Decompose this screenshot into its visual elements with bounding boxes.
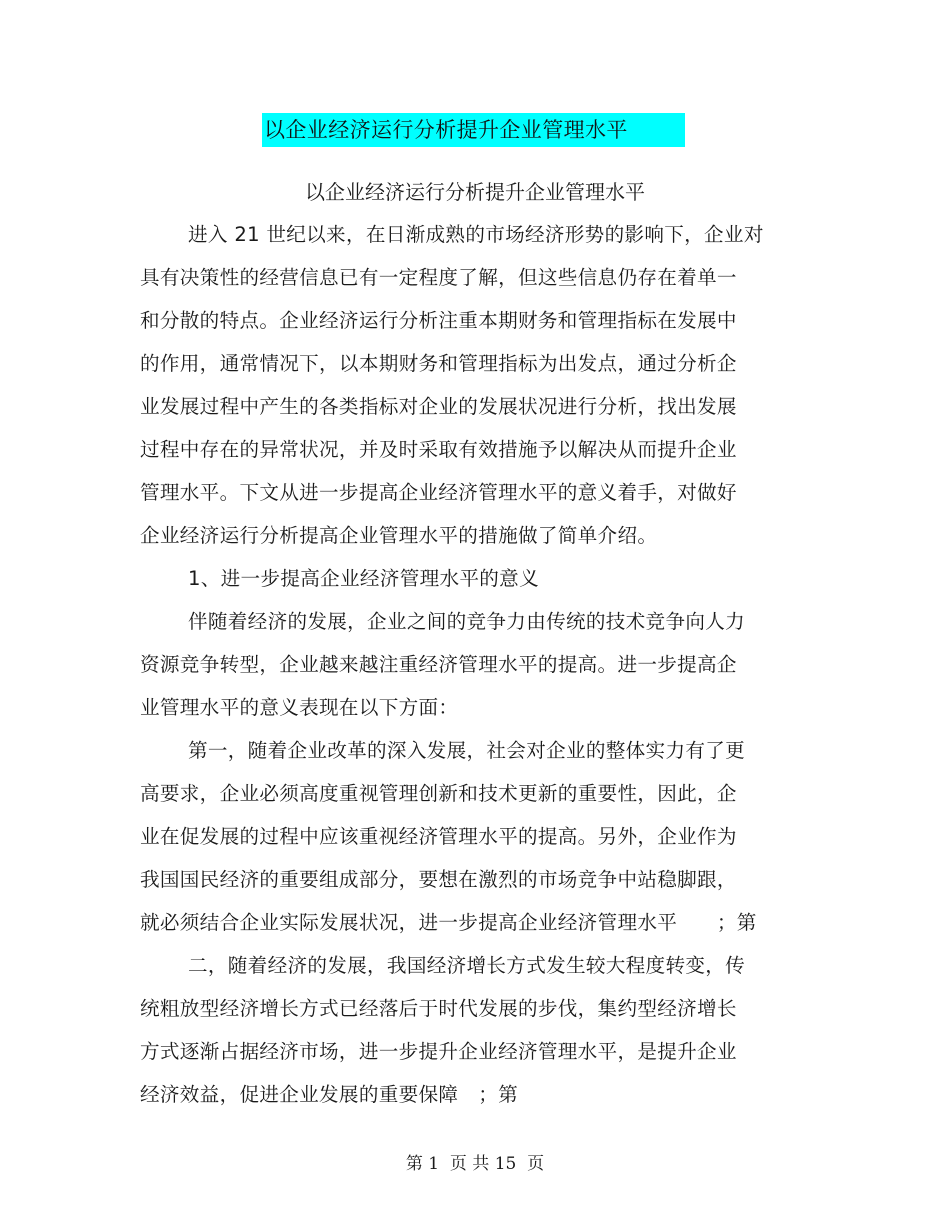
- paragraph-line: 统粗放型经济增长方式已经落后于时代发展的步伐，集约型经济增长: [140, 997, 737, 1020]
- paragraph-line: 伴随着经济的发展，企业之间的竞争力由传统的技术竞争向人力: [188, 610, 746, 633]
- paragraph-line: 和分散的特点。企业经济运行分析注重本期财务和管理指标在发展中: [140, 309, 737, 332]
- paragraph-line: 方式逐渐占据经济市场，进一步提升企业经济管理水平，是提升企业: [140, 1040, 737, 1063]
- paragraph-line: 就必须结合企业实际发展状况，进一步提高企业经济管理水平 ；第: [140, 911, 757, 934]
- paragraph-line: 第一，随着企业改革的深入发展，社会对企业的整体实力有了更: [188, 739, 746, 762]
- document-subtitle: 以企业经济运行分析提升企业管理水平: [305, 180, 645, 204]
- paragraph-line: 具有决策性的经营信息已有一定程度了解，但这些信息仍存在着单一: [140, 266, 737, 289]
- paragraph-line: 管理水平。下文从进一步提高企业经济管理水平的意义着手，对做好: [140, 481, 737, 504]
- paragraph-line: 经济效益，促进企业发展的重要保障 ；第: [140, 1083, 518, 1106]
- page-number-footer: 第 1 页 共 15 页: [405, 1154, 545, 1174]
- document-title: 以企业经济运行分析提升企业管理水平: [264, 118, 628, 142]
- paragraph-line: 企业经济运行分析提高企业管理水平的措施做了简单介绍。: [140, 524, 658, 547]
- section-heading: 1、进一步提高企业经济管理水平的意义: [188, 567, 539, 590]
- paragraph-line: 资源竞争转型，企业越来越注重经济管理水平的提高。进一步提高企: [140, 653, 737, 676]
- paragraph-line: 进入 21 世纪以来，在日渐成熟的市场经济形势的影响下，企业对: [188, 223, 764, 246]
- paragraph-line: 业在促发展的过程中应该重视经济管理水平的提高。另外，企业作为: [140, 825, 737, 848]
- paragraph-line: 我国国民经济的重要组成部分，要想在激烈的市场竞争中站稳脚跟，: [140, 868, 737, 891]
- paragraph-line: 的作用，通常情况下，以本期财务和管理指标为出发点，通过分析企: [140, 352, 737, 375]
- paragraph-line: 二，随着经济的发展，我国经济增长方式发生较大程度转变，传: [188, 954, 746, 977]
- paragraph-line: 过程中存在的异常状况，并及时采取有效措施予以解决从而提升企业: [140, 438, 737, 461]
- paragraph-line: 高要求，企业必须高度重视管理创新和技术更新的重要性，因此，企: [140, 782, 737, 805]
- paragraph-line: 业发展过程中产生的各类指标对企业的发展状况进行分析，找出发展: [140, 395, 737, 418]
- paragraph-line: 业管理水平的意义表现在以下方面：: [140, 696, 459, 719]
